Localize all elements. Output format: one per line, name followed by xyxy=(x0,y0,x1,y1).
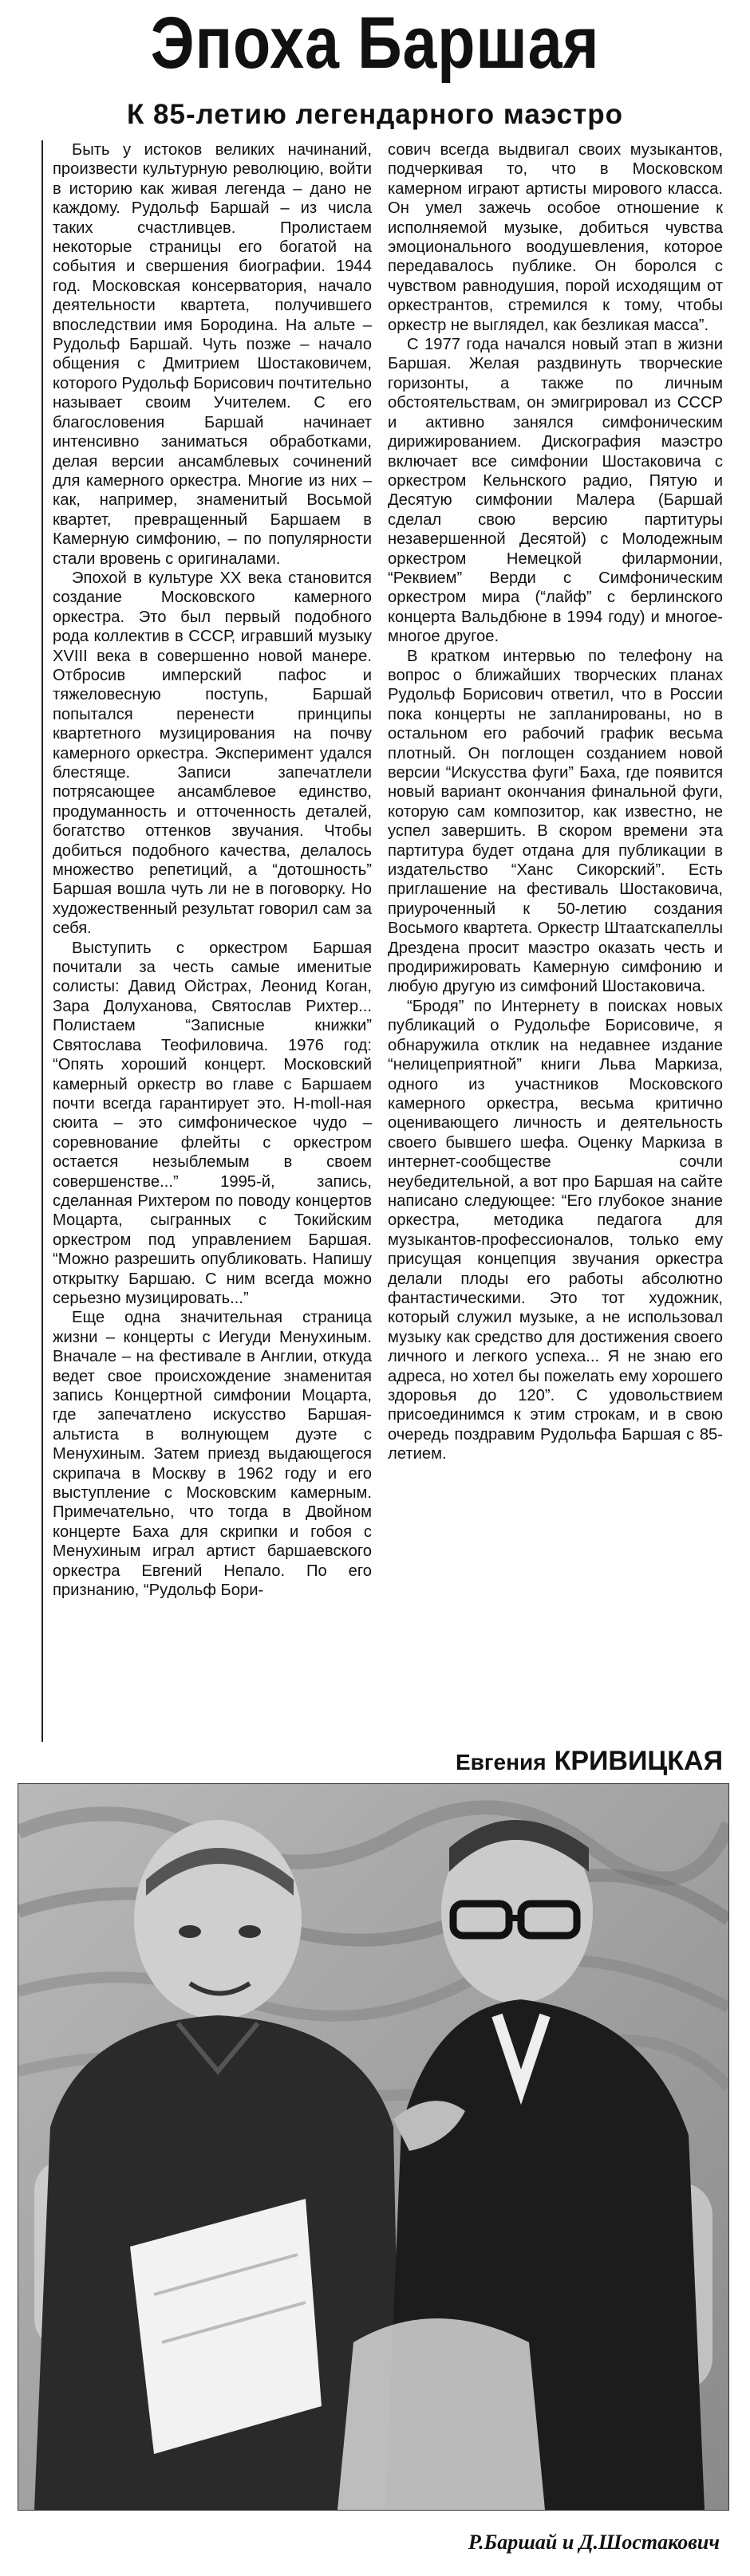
paragraph: В кратком интервью по телефону на вопрос о ближайших творческих планах Рудольф Борисович ответил, что в России пока концерты не запланированы, но в остальном его рабочий график весьма плотный. Он поглощен созданием новой версии “Искусства фуги” Баха, где появится новый вариант окончания финальной фуги, которую сам композитор, как известно, не успел завершить. В скором времени эта партитура будет отдана для публикации в издательство “Ханс Сикорский”. Есть приглашение на фестиваль Шостаковича, приуроченный к 50-летию создания Восьмого квартета. Оркестр Штаатскапеллы Дрездена просит маэстро оказать честь и продирижировать Камерную симфонию и любую другую из симфоний Шостаковича. xyxy=(388,647,723,996)
paragraph: “Бродя” по Интернету в поисках новых публикаций о Рудольфе Борисовиче, я обнаружила отклик на недавнее издание “нелицеприятной” книги Льва Маркиза, одного из участников Московского камерного оркестра, весьма критично оценивающего личность и деятельность своего бывшего шефа. Оценку Маркиза в интернет-сообществе сочли неубедительной, а вот про Баршая на сайте написано следующее: “Его глубокое знание оркестра, методика педагога для музыкантов-профессионалов, только ему присущая концепция звучания оркестра делали плоды его работы абсолютно фантастическими. Это тот художник, который служил музыке, а не использовал музыку как средство для достижения своего личного и легкого успеха... Я не знаю его адреса, но хотел бы пожелать ему хорошего здоровья до 120”. С удовольствием присоединимся к этим строкам, и в свою очередь поздравим Рудольфа Баршая с 85-летием. xyxy=(388,997,723,1463)
author-last-name: КРИВИЦКАЯ xyxy=(554,1746,723,1776)
photo xyxy=(18,1783,729,2511)
author-byline xyxy=(456,1745,723,1778)
left-text-column xyxy=(41,140,372,1742)
author-first-name: Евгения xyxy=(455,1750,547,1774)
paragraph: Еще одна значительная страница жизни – концерты с Иегуди Менухиным. Вначале – на фестивале в Англии, откуда ведет свое происхождение знаменитая запись Концертной симфонии Моцарта, где запечатлено искусство Баршая-альтиста в волнующем дуэте с Менухиным. Затем приезд выдающегося скрипача в Москву в 1962 году и его выступление с Московским камерным. Примечательно, что тогда в Двойном концерте Баха для скрипки и гобоя с Менухиным играл артист баршаевского оркестра Евгений Непало. По его признанию, “Рудольф Бори- xyxy=(53,1309,372,1600)
paragraph: Выступить с оркестром Баршая почитали за честь самые именитые солисты: Давид Ойстрах, Леонид Коган, Зара Долуханова, Святослав Рихтер... Полистаем “Записные книжки” Святослава Теофиловича. 1976 год: “Опять хороший концерт. Московский камерный оркестр во главе с Баршаем почти всегда гарантирует это. H-moll-ная сюита – это симфоническое чудо – соревнование флейты с оркестром остается незыблемым в своем совершенстве...” 1995-й, запись, сделанная Рихтером по поводу концертов Моцарта, сыгранных с Токийским оркестром под управлением Баршая. “Можно разрешить опубликовать. Напишу открытку Баршаю. С ним всегда можно серьезно музицировать...” xyxy=(53,939,372,1307)
article-subtitle: К 85-летию легендарного маэстро xyxy=(126,99,624,130)
paragraph: Быть у истоков великих начинаний, произвести культурную революцию, войти в историю как живая легенда – дано не каждому. Рудольф Баршай – из числа таких счастливцев. Пролистаем некоторые страницы его богатой на события и свершения биографии. 1944 год. Московская консерватория, начало деятельности квартета, получившего впоследствии имя Бородина. На альте – Рудольф Баршай. Чуть позже – начало общения с Дмитрием Шостаковичем, которого Рудольф Борисович почтительно называет своим Учителем. С его благословения Баршай начинает интенсивно заниматься обработками, делая версии ансамблевых сочинений для камерного оркестра. Многие из них – как, например, знаменитый Восьмой квартет, превращенный Баршаем в Камерную симфонию, – по популярности стали вровень с оригиналами. xyxy=(53,141,372,568)
paragraph: С 1977 года начался новый этап в жизни Баршая. Желая раздвинуть творческие горизонты, а также по личным обстоятельствам, он эмигрировал из СССР и активно занялся симфоническим дирижированием. Дискография маэстро включает все симфонии Шостаковича с оркестром Кельнского радио, Пятую и Десятую симфонии Малера (Баршай сделал свою версию партитуры незавершенной Десятой) с Молодежным оркестром Немецкой филармонии, “Реквием” Верди с Симфоническим оркестром мира (“лайф” с берлинского концерта Вальдбюне в 1994 году) и многое-многое другое. xyxy=(388,336,723,646)
article-title: Эпоха Баршая xyxy=(150,2,600,84)
paragraph: сович всегда выдвигал своих музыкантов, подчеркивая то, что в Московском камерном играют артисты мирового класса. Он умел зажечь особое отношение к исполняемой музыке, добиться чувства эмоционального воодушевления, которое передавалось публике. Он боролся с чувством равнодушия, порой исходящим от оркестрантов, стремился к тому, чтобы оркестр не выглядел, как безликая масса”. xyxy=(388,141,723,334)
photo-illustration xyxy=(18,1784,728,2510)
photo-caption: Р.Баршай и Д.Шостакович xyxy=(468,2531,720,2554)
paragraph: Эпохой в культуре XX века становится создание Московского камерного оркестра. Это был первый подобного рода коллектив в СССР, игравший музыку XVIII века в совершенно новой манере. Отбросив имперский пафос и тяжеловесную поступь, Баршай попытался перенести принципы квартетного музицирования на почву камерного оркестра. Эксперимент удался блестяще. Записи запечатлели потрясающее ансамблевое единство, продуманность и отточенность деталей, богатство оттенков звучания. Чтобы добиться подобного качества, делалось множество репетиций, а “дотошность” Баршая вошла чуть ли не в поговорку. Но художественный результат говорил сам за себя. xyxy=(53,569,372,938)
right-text-column xyxy=(388,140,723,1742)
